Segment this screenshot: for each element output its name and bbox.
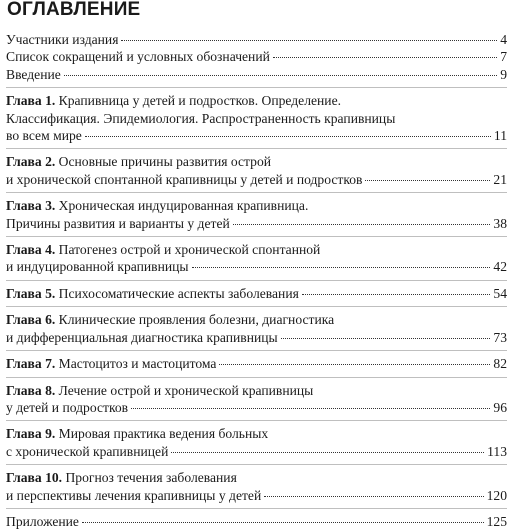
toc-entry-text	[6, 355, 216, 372]
toc-entry-line	[6, 241, 507, 258]
toc-chapter-entry	[6, 350, 507, 372]
page-number: 113	[487, 443, 507, 459]
toc-entry-title: Причины развития и варианты у детей	[6, 215, 230, 231]
toc-entry-title: Лечение острой и хронической крапивницы	[58, 382, 314, 398]
toc-entry-title: у детей и подростков	[6, 399, 129, 415]
toc-entry-last-line	[6, 285, 507, 302]
toc-entry-last-line	[6, 399, 507, 416]
toc-entry-text	[6, 66, 61, 83]
page-title: ОГЛАВЛЕНИЕ	[7, 0, 141, 20]
chapter-label: Глава 8.	[6, 382, 59, 398]
toc-entry-title: Мастоцитоз и мастоцитома	[58, 356, 217, 372]
chapter-label: Глава 4.	[6, 242, 59, 258]
toc-chapter-entry	[6, 464, 507, 504]
toc-chapter-entry	[6, 236, 507, 276]
page-number: 54	[493, 285, 507, 301]
toc-entry-title: с хронической крапивницей	[6, 443, 169, 459]
dot-leader	[264, 496, 483, 497]
toc-entry-title: Основные причины развития острой	[58, 154, 272, 170]
page-number: 125	[486, 513, 507, 529]
toc-entry-last-line	[6, 513, 507, 530]
toc-entry-line	[6, 469, 507, 486]
dot-leader	[82, 522, 484, 523]
dot-leader	[121, 40, 497, 41]
page-number: 9	[500, 66, 507, 82]
toc-entry-last-line	[6, 171, 507, 188]
page-number: 120	[486, 487, 507, 503]
toc-entry-last-line	[6, 355, 507, 372]
toc-entry-last-line	[6, 487, 507, 504]
dot-leader	[85, 136, 491, 137]
toc-entry-text	[6, 399, 128, 416]
toc-entry-line	[6, 197, 507, 214]
toc-chapter-entry	[6, 306, 507, 346]
page-number: 96	[493, 399, 507, 415]
chapter-label: Глава 2.	[6, 154, 59, 170]
page-number: 7	[500, 49, 507, 65]
page-number: 11	[493, 128, 507, 144]
dot-leader	[273, 57, 497, 58]
toc-list	[6, 31, 507, 530]
toc-entry-line	[6, 92, 507, 109]
toc-entry-title: и перспективы лечения крапивницы у детей	[6, 487, 262, 503]
chapter-label: Глава 9.	[6, 426, 59, 442]
toc-entry-last-line	[6, 215, 507, 232]
chapter-label: Глава 1.	[6, 93, 59, 109]
toc-entry-title: Участники издания	[6, 32, 119, 47]
toc-entry	[6, 66, 507, 83]
toc-entry-last-line	[6, 48, 507, 65]
toc-entry-text	[6, 171, 362, 188]
dot-leader	[131, 408, 490, 409]
toc-chapter-entry	[6, 280, 507, 302]
dot-leader	[233, 224, 491, 225]
chapter-label: Глава 5.	[6, 285, 59, 301]
toc-entry-text	[6, 31, 118, 48]
toc-entry	[6, 48, 507, 65]
toc-entry-text	[6, 443, 168, 460]
toc-entry-text	[6, 285, 299, 302]
page-number: 4	[500, 32, 507, 47]
toc-entry	[6, 31, 507, 48]
dot-leader	[171, 452, 484, 453]
page-number: 42	[493, 259, 507, 275]
toc-entry-text	[6, 215, 230, 232]
toc-entry-text	[6, 48, 270, 65]
toc-entry-last-line	[6, 66, 507, 83]
toc-entry-text	[6, 487, 261, 504]
toc-chapter-entry	[6, 148, 507, 188]
toc-entry-title: Прогноз течения заболевания	[65, 470, 237, 486]
chapter-label: Глава 10.	[6, 470, 66, 486]
toc-entry-last-line	[6, 31, 507, 48]
toc-entry-title: Психосоматические аспекты заболевания	[58, 285, 299, 301]
chapter-label: Глава 7.	[6, 356, 59, 372]
toc-entry-title: Крапивница у детей и подростков. Определение.	[58, 93, 342, 109]
toc-entry-last-line	[6, 127, 507, 144]
toc-entry-line	[6, 153, 507, 170]
toc-entry-line	[6, 311, 507, 328]
toc-chapter-entry	[6, 87, 507, 144]
toc-entry-title: Клинические проявления болезни, диагностика	[58, 312, 335, 328]
toc-entry-title: Приложение	[6, 513, 79, 529]
toc-entry-title: Список сокращений и условных обозначений	[6, 49, 270, 65]
toc-entry-title: и индуцированной крапивницы	[6, 259, 189, 275]
toc-entry-last-line	[6, 258, 507, 275]
toc-entry-text	[6, 258, 189, 275]
dot-leader	[281, 338, 491, 339]
toc-entry-title: во всем мире	[6, 128, 82, 144]
page-number: 73	[493, 329, 507, 345]
toc-entry-title: Классификация. Эпидемиология. Распространенность крапивницы	[6, 110, 396, 126]
dot-leader	[302, 294, 491, 295]
page-number: 21	[493, 171, 507, 187]
chapter-label: Глава 3.	[6, 198, 59, 214]
toc-entry-title: Патогенез острой и хронической спонтанной	[58, 242, 321, 258]
toc-entry-title: Введение	[6, 66, 61, 82]
toc-entry-last-line	[6, 329, 507, 346]
page-number: 38	[493, 215, 507, 231]
toc-entry-text	[6, 127, 82, 144]
toc-entry-title: и хронической спонтанной крапивницы у детей и подростков	[6, 171, 363, 187]
dot-leader	[64, 75, 497, 76]
dot-leader	[219, 364, 490, 365]
toc-entry-title: и дифференциальная диагностика крапивницы	[6, 329, 278, 345]
toc-entry-title: Хроническая индуцированная крапивница.	[58, 198, 309, 214]
toc-entry	[6, 508, 507, 530]
toc-entry-text	[6, 329, 278, 346]
dot-leader	[365, 180, 490, 181]
toc-entry-title: Мировая практика ведения больных	[58, 426, 269, 442]
toc-chapter-entry	[6, 420, 507, 460]
toc-chapter-entry	[6, 377, 507, 417]
toc-entry-last-line	[6, 443, 507, 460]
toc-chapter-entry	[6, 192, 507, 232]
chapter-label: Глава 6.	[6, 312, 59, 328]
dot-leader	[192, 267, 491, 268]
toc-entry-line	[6, 110, 507, 127]
page-number: 82	[493, 356, 507, 372]
toc-entry-text	[6, 513, 79, 530]
toc-entry-line	[6, 425, 507, 442]
toc-entry-line	[6, 382, 507, 399]
